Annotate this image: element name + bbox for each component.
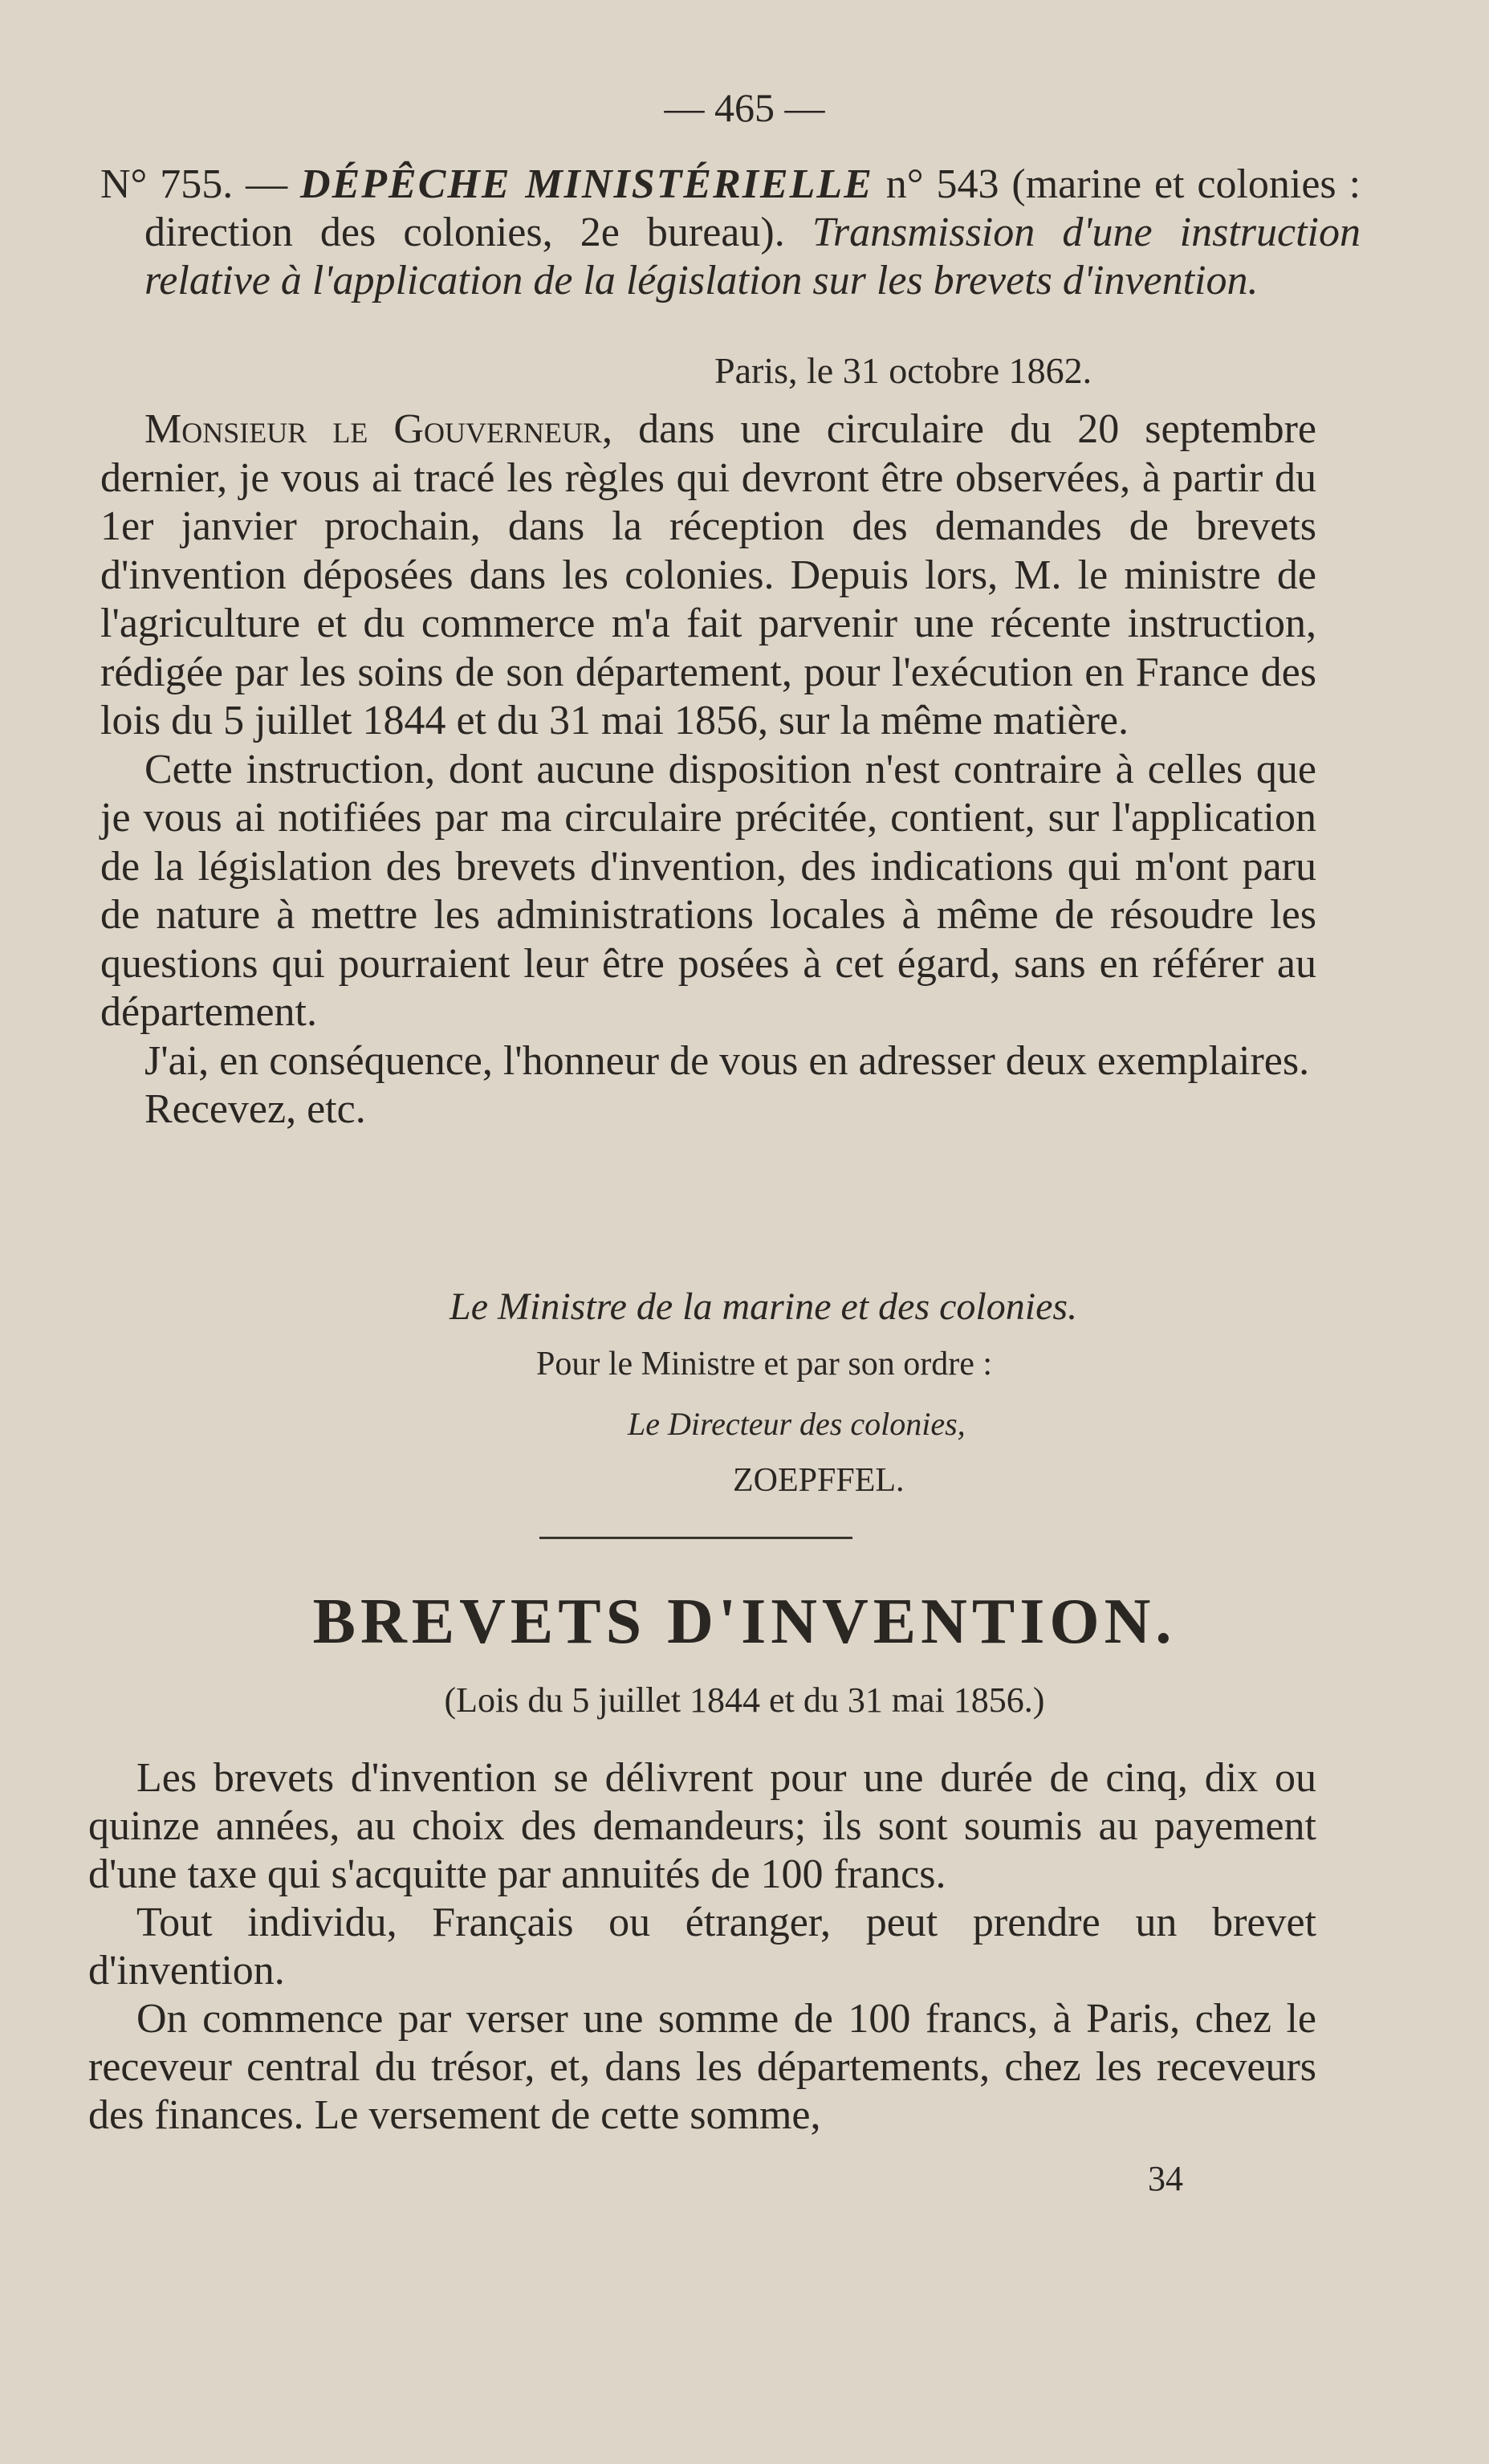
dateline: Paris, le 31 octobre 1862. [714, 350, 1092, 391]
section-body [88, 1754, 1316, 2140]
running-head: — 465 — [664, 85, 825, 130]
letter-paragraph: Cette instruction, dont aucune disposition n'est contraire à celles que je vous ai notifiées par ma circulaire précitée, contient, sur l'application de la législation des brevets d'invention, des indications qui m'ont paru de nature à mettre les administrations locales à même de résoudre les questions qui pourraient leur être posées à cet égard, sans en référer au département. [100, 746, 1316, 1035]
section-paragraph: On commence par verser une somme de 100 francs, à Paris, chez le receveur central du trésor, et, dans les départements, chez les receveurs des finances. Le versement de cette somme, [88, 1996, 1316, 2138]
entry-number: N° 755. — [100, 161, 288, 207]
signature-name: ZOEPFFEL. [733, 1462, 905, 1499]
section-paragraph: Les brevets d'invention se délivrent pour une durée de cinq, dix ou quinze années, au choix des demandeurs; ils sont soumis au payement d'une taxe qui s'acquitte par annuités de 100 francs. [88, 1755, 1316, 1897]
entry-subject: Transmission d'une instruction relative à l'application de la législation sur les brevets d'invention. [144, 210, 1361, 303]
letter-paragraph: J'ai, en conséquence, l'honneur de vous en adresser deux exemplaires. [144, 1037, 1310, 1084]
signature-director-title: Le Directeur des colonies, [628, 1406, 966, 1442]
signature-order: Pour le Ministre et par son ordre : [536, 1346, 993, 1383]
letter-closing: Recevez, etc. [144, 1086, 366, 1132]
signature-mark: 34 [1148, 2159, 1183, 2198]
section-divider [539, 1537, 852, 1539]
salutation: Monsieur le Gouverneur [144, 406, 602, 452]
letter-paragraph: Monsieur le Gouverneur, dans une circulaire du 20 septembre dernier, je vous ai tracé les règles qui devront être observées, à partir du 1er janvier prochain, dans la réception des demandes de brevets d'invention déposées dans les colonies. Depuis lors, M. le ministre de l'agriculture et du commerce m'a fait parvenir une récente instruction, rédigée par les soins de son département, pour l'exécution en France des lois du 5 juillet 1844 et du 31 mai 1856, sur la même matière. [100, 406, 1316, 743]
section-paragraph: Tout individu, Français ou étranger, peut prendre un brevet d'invention. [88, 1900, 1316, 1994]
entry-header [100, 161, 1361, 305]
entry-title: DÉPÊCHE MINISTÉRIELLE [300, 161, 873, 207]
section-laws: (Lois du 5 juillet 1844 et du 31 mai 1856.) [444, 1680, 1045, 1720]
signature-minister: Le Ministre de la marine et des colonies. [450, 1285, 1078, 1328]
letter-body [100, 405, 1316, 1134]
entry-reference: n° 543 (marine et colonies : direction des colonies, 2e bureau). [144, 161, 1361, 255]
section-heading: BREVETS D'INVENTION. [312, 1586, 1177, 1657]
